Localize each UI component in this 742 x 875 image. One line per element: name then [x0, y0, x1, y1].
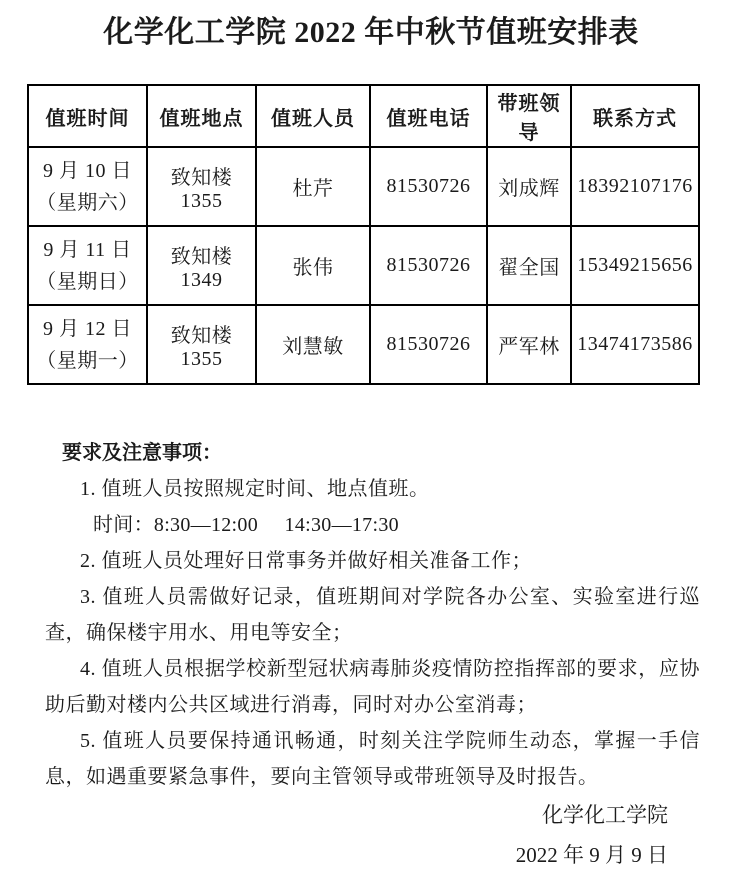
column-header-duty-phone: 值班电话: [370, 85, 487, 147]
note-item-5: 5. 值班人员要保持通讯畅通，时刻关注学院师生动态，掌握一手信息，如遇重要紧急事件，要向主管领导或带班领导及时报告。: [45, 730, 700, 788]
cell-date: [28, 305, 147, 384]
cell-date: [28, 226, 147, 305]
cell-phone: 81530726: [370, 226, 487, 305]
note-item-3: 3. 值班人员需做好记录，值班期间对学院各办公室、实验室进行巡查，确保楼宇用水、用电等安全；: [45, 586, 700, 644]
column-header-duty-leader: 带班领导: [487, 85, 571, 147]
weekday-text: （星期日）: [36, 270, 139, 293]
note-item-4: 4. 值班人员根据学校新型冠状病毒肺炎疫情防控指挥部的要求，应协助后勤对楼内公共区域进行消毒，同时对办公室消毒；: [45, 658, 700, 716]
cell-phone: 81530726: [370, 147, 487, 226]
notes-heading: 要求及注意事项：: [62, 442, 222, 464]
cell-contact: 18392107176: [571, 147, 699, 226]
weekday-text: （星期一）: [36, 349, 139, 372]
signature-block: [0, 795, 742, 875]
date-text: 9 月 12 日: [43, 317, 132, 340]
cell-leader: 严军林: [487, 305, 571, 384]
cell-person: 刘慧敏: [256, 305, 370, 384]
column-header-contact: 联系方式: [571, 85, 699, 147]
cell-leader: 刘成辉: [487, 147, 571, 226]
cell-leader: 翟全国: [487, 226, 571, 305]
signature-date: 2022 年 9 月 9 日: [515, 843, 668, 867]
duty-hours-line: 时间：8:30—12:00 14:30—17:30: [93, 514, 399, 536]
duty-schedule-table: [27, 84, 700, 385]
table-row: [28, 147, 699, 226]
table-header-row: [28, 85, 699, 147]
column-header-duty-time: 值班时间: [28, 85, 147, 147]
weekday-text: （星期六）: [36, 191, 139, 214]
note-item-2: 2. 值班人员处理好日常事务并做好相关准备工作；: [80, 550, 532, 572]
cell-contact: 15349215656: [571, 226, 699, 305]
cell-person: 杜芹: [256, 147, 370, 226]
cell-location: 致知楼 1355: [147, 147, 256, 226]
column-header-duty-person: 值班人员: [256, 85, 370, 147]
cell-location: 致知楼 1355: [147, 305, 256, 384]
notes-section: [45, 435, 700, 795]
cell-contact: 13474173586: [571, 305, 699, 384]
signature-org: 化学化工学院: [542, 803, 668, 827]
column-header-duty-location: 值班地点: [147, 85, 256, 147]
date-text: 9 月 10 日: [43, 159, 132, 182]
cell-phone: 81530726: [370, 305, 487, 384]
cell-date: [28, 147, 147, 226]
note-item-1: 1. 值班人员按照规定时间、地点值班。: [80, 478, 430, 500]
cell-location: 致知楼 1349: [147, 226, 256, 305]
table-row: [28, 305, 699, 384]
page-title: 化学化工学院 2022 年中秋节值班安排表: [103, 16, 639, 49]
cell-person: 张伟: [256, 226, 370, 305]
date-text: 9 月 11 日: [43, 238, 132, 261]
table-row: [28, 226, 699, 305]
